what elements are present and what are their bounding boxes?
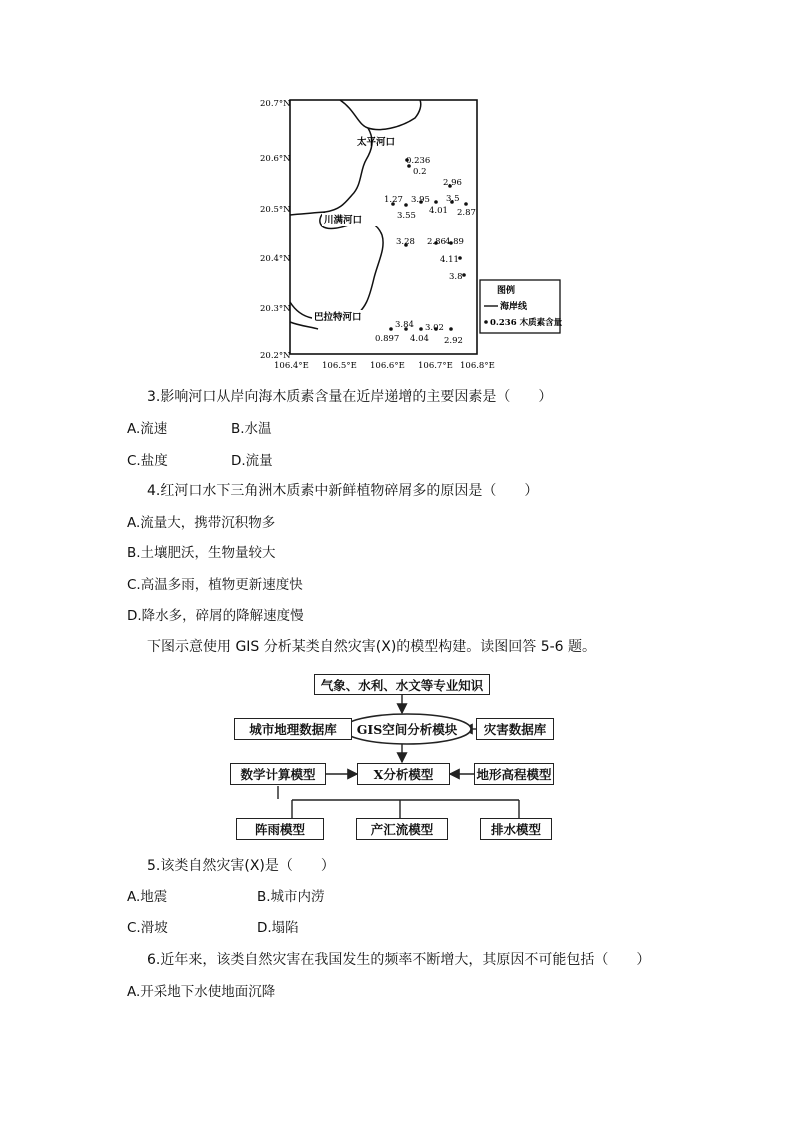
point-label: 2.86 [427,237,446,247]
box-x-model: X分析模型 [357,763,450,785]
place-taiping: 太平河口 [357,137,396,148]
q5-option-a[interactable]: A.地震 [127,889,168,905]
q5-option-b[interactable]: B.城市内涝 [257,889,325,905]
y-tick-label: 20.6°N [260,154,291,164]
q4-option-a[interactable]: A.流量大，携带沉积物多 [127,515,276,531]
place-balate: 巴拉特河口 [314,312,362,323]
q3-option-d[interactable]: D.流量 [231,453,273,469]
x-tick-label: 106.5°E [322,361,357,371]
legend-title: 图例 [497,286,516,296]
point-label: 3.8 [449,272,463,282]
point-label: 4.11 [440,255,459,265]
legend-sample: 0.236 木质素含量 [490,318,563,328]
y-tick-label: 20.7°N [260,99,291,109]
question-4: 4.红河口水下三角洲木质素中新鲜植物碎屑多的原因是（ ） [147,483,539,499]
q5-option-d[interactable]: D.塌陷 [257,920,299,936]
point-label: 3.28 [396,237,415,247]
q4-option-d[interactable]: D.降水多，碎屑的降解速度慢 [127,608,304,624]
point-label: 3.5 [446,194,460,204]
y-tick-label: 20.5°N [260,205,291,215]
legend-coast: 海岸线 [500,302,528,312]
x-tick-label: 106.4°E [274,361,309,371]
q3-option-b[interactable]: B.水温 [231,421,272,437]
point-label: 0.897 [375,334,400,344]
point-label: 4.89 [445,237,464,247]
box-math-model: 数学计算模型 [230,763,326,785]
point-label: 4.01 [429,206,448,216]
x-tick-label: 106.8°E [460,361,495,371]
box-runoff-model: 产汇流模型 [356,818,448,840]
box-disaster-database: 灾害数据库 [476,718,554,740]
box-expert-knowledge: 气象、水利、水文等专业知识 [314,674,490,695]
q5-option-c[interactable]: C.滑坡 [127,920,168,936]
point-label: 3.84 [395,320,414,330]
box-rain-model: 阵雨模型 [236,818,324,840]
point-label: 0.236 [406,156,431,166]
point-label: 2.92 [444,336,463,346]
q6-option-a[interactable]: A.开采地下水使地面沉降 [127,984,276,1000]
y-tick-label: 20.2°N [260,351,291,361]
point-label: 0.2 [413,167,427,177]
point-label: 2.87 [457,208,476,218]
x-tick-label: 106.7°E [418,361,453,371]
question-5: 5.该类自然灾害(X)是（ ） [147,858,335,874]
box-terrain-model: 地形高程模型 [474,763,554,785]
point-label: 3.55 [397,211,416,221]
box-city-database: 城市地理数据库 [234,718,352,740]
point-label: 1.27 [384,195,403,205]
q4-option-b[interactable]: B.土壤肥沃，生物量较大 [127,545,276,561]
place-chuanman: 川满河口 [324,215,363,226]
question-6: 6.近年来，该类自然灾害在我国发生的频率不断增大，其原因不可能包括（ ） [147,952,651,968]
question-3: 3.影响河口从岸向海木质素含量在近岸递增的主要因素是（ ） [147,389,553,405]
point-label: 4.04 [410,334,429,344]
q3-option-a[interactable]: A.流速 [127,421,168,437]
section-intro: 下图示意使用 GIS 分析某类自然灾害(X)的模型构建。读图回答 5-6 题。 [147,639,597,655]
q3-option-c[interactable]: C.盐度 [127,453,168,469]
y-tick-label: 20.3°N [260,304,291,314]
x-tick-label: 106.6°E [370,361,405,371]
point-label: 3.95 [411,195,430,205]
y-tick-label: 20.4°N [260,254,291,264]
point-label: 3.02 [425,323,444,333]
box-gis-module: GIS空间分析模块 [356,722,458,737]
q4-option-c[interactable]: C.高温多雨，植物更新速度快 [127,577,303,593]
point-label: 2.96 [443,178,462,188]
box-drain-model: 排水模型 [480,818,552,840]
